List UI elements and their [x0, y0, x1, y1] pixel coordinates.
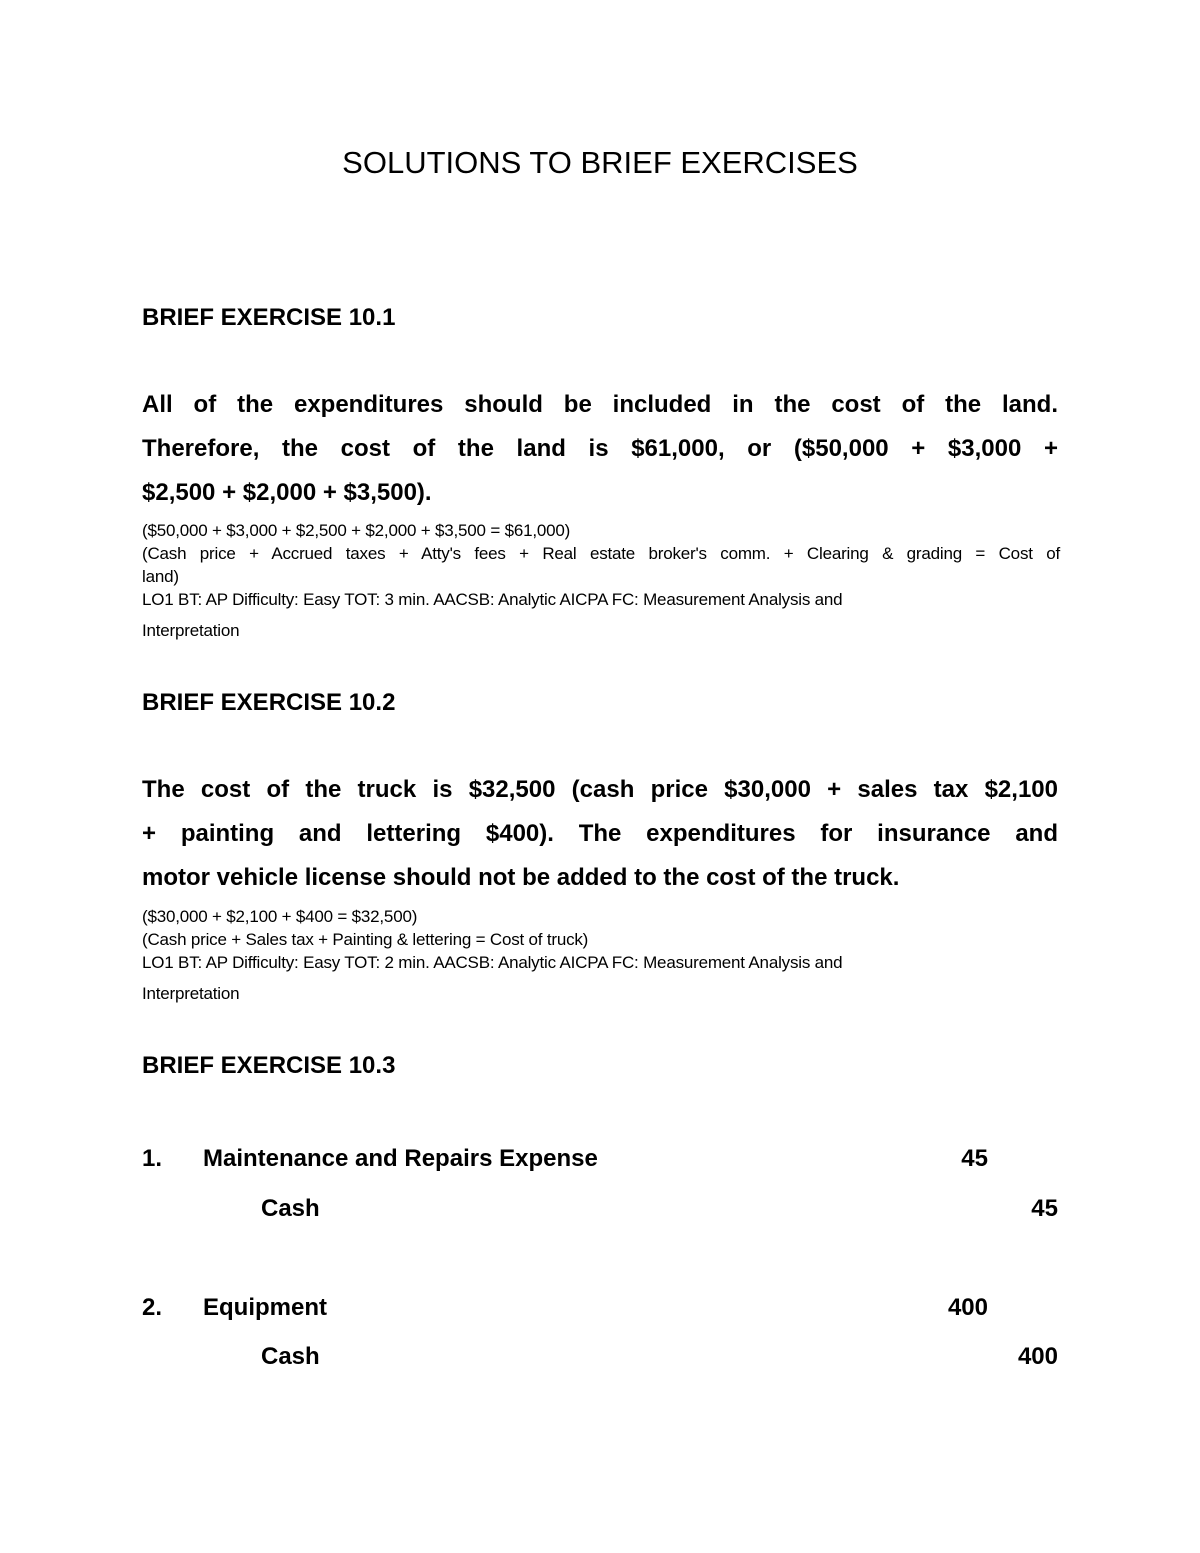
- credit-account: Cash: [261, 1195, 320, 1222]
- exercise-heading: BRIEF EXERCISE 10.2: [142, 689, 396, 716]
- computation-note: ($50,000 + $3,000 + $2,500 + $2,000 + $3,500 = $61,000): [142, 521, 571, 540]
- answer-line: Therefore, the cost of the land is $61,000, or ($50,000 + $3,000 +: [142, 435, 1058, 462]
- debit-account: Equipment: [203, 1294, 327, 1321]
- computation-note: (Cash price + Sales tax + Painting & lettering = Cost of truck): [142, 930, 589, 949]
- debit-amount: 400: [947, 1294, 988, 1321]
- exercise-notes: [142, 905, 1060, 1005]
- answer-line: motor vehicle license should not be added to the cost of the truck.: [142, 864, 900, 891]
- answer-line: All of the expenditures should be included in the cost of the land.: [142, 391, 1058, 418]
- metadata-note: Interpretation: [142, 984, 240, 1003]
- answer-line: + painting and lettering $400). The expenditures for insurance and: [142, 820, 1058, 847]
- answer-line: The cost of the truck is $32,500 (cash price $30,000 + sales tax $2,100: [142, 776, 1058, 803]
- computation-note: (Cash price + Accrued taxes + Atty's fees + Real estate broker's comm. + Clearing & grading = Cost of: [142, 544, 1060, 563]
- entry-number: 1.: [142, 1145, 163, 1172]
- credit-amount: 45: [1031, 1195, 1058, 1222]
- exercise-answer: [142, 383, 1058, 515]
- metadata-note: Interpretation: [142, 621, 240, 640]
- debit-account: Maintenance and Repairs Expense: [203, 1145, 598, 1172]
- exercise-notes: [142, 519, 1060, 642]
- exercise-heading: BRIEF EXERCISE 10.1: [142, 304, 396, 331]
- computation-note: land): [142, 567, 179, 586]
- page-title: SOLUTIONS TO BRIEF EXERCISES: [342, 145, 858, 180]
- exercise-answer: [142, 768, 1058, 900]
- debit-amount: 45: [961, 1145, 988, 1172]
- credit-amount: 400: [1017, 1343, 1058, 1370]
- exercise-heading: BRIEF EXERCISE 10.3: [142, 1052, 396, 1079]
- credit-account: Cash: [261, 1343, 320, 1370]
- metadata-note: LO1 BT: AP Difficulty: Easy TOT: 3 min. AACSB: Analytic AICPA FC: Measurement Analysis and: [142, 590, 843, 609]
- answer-line: $2,500 + $2,000 + $3,500).: [142, 479, 432, 506]
- metadata-note: LO1 BT: AP Difficulty: Easy TOT: 2 min. AACSB: Analytic AICPA FC: Measurement Analysis and: [142, 953, 843, 972]
- entry-number: 2.: [142, 1294, 163, 1321]
- computation-note: ($30,000 + $2,100 + $400 = $32,500): [142, 907, 418, 926]
